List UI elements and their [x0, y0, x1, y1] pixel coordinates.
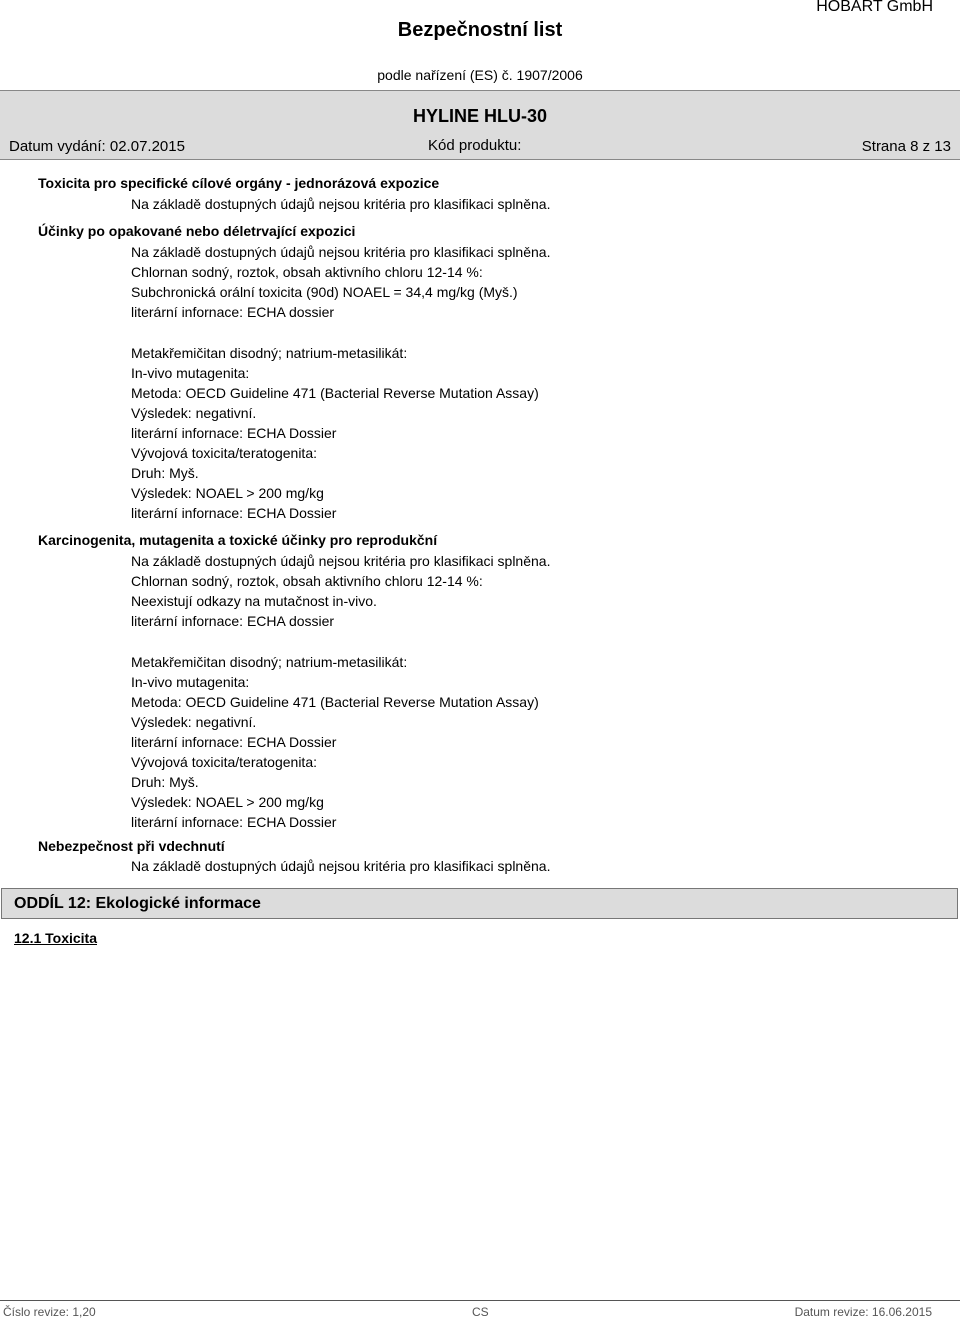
aspiration-text: Na základě dostupných údajů nejsou kritéria pro klasifikaci splněna. — [131, 858, 551, 874]
product-name: HYLINE HLU-30 — [412, 106, 547, 126]
company-name: HOBART GmbH — [816, 0, 933, 15]
cmr-detail: literární infornace: ECHA Dossier — [131, 734, 337, 750]
stot-repeated-detail: literární infornace: ECHA Dossier — [131, 425, 337, 441]
cmr-detail: Výsledek: negativní. — [131, 714, 257, 730]
product-code-label: Kód produktu: — [428, 137, 522, 154]
cmr-line: Chlornan sodný, roztok, obsah aktivního chloru 12-14 %: — [131, 573, 483, 589]
footer-rule — [0, 1300, 960, 1301]
aspiration-heading: Nebezpečnost při vdechnutí — [38, 838, 225, 854]
cmr-heading: Karcinogenita, mutagenita a toxické účinky pro reprodukční — [38, 532, 438, 548]
cmr-detail: Druh: Myš. — [131, 774, 199, 790]
stot-repeated-heading: Účinky po opakované nebo déletrvající expozici — [38, 223, 356, 239]
cmr-detail: Metakřemičitan disodný; natrium-metasilikát: — [131, 654, 408, 670]
cmr-detail: Vývojová toxicita/teratogenita: — [131, 754, 317, 770]
cmr-detail: Metoda: OECD Guideline 471 (Bacterial Reverse Mutation Assay) — [131, 694, 539, 710]
regulation-reference: podle nařízení (ES) č. 1907/2006 — [377, 67, 583, 83]
subsection-title: 12.1 Toxicita — [14, 930, 98, 946]
cmr-line: Neexistují odkazy na mutačnost in-vivo. — [131, 593, 377, 609]
stot-repeated-detail: Metoda: OECD Guideline 471 (Bacterial Reverse Mutation Assay) — [131, 385, 539, 401]
revision-number: Číslo revize: 1,20 — [3, 1305, 96, 1319]
cmr-detail: Výsledek: NOAEL > 200 mg/kg — [131, 794, 324, 810]
document-title: Bezpečnostní list — [397, 19, 563, 41]
cmr-detail: literární infornace: ECHA Dossier — [131, 814, 337, 830]
cmr-line: Na základě dostupných údajů nejsou kritéria pro klasifikaci splněna. — [131, 553, 551, 569]
stot-single-text: Na základě dostupných údajů nejsou kritéria pro klasifikaci splněna. — [131, 196, 551, 212]
stot-repeated-detail: Druh: Myš. — [131, 465, 199, 481]
stot-repeated-line: Subchronická orální toxicita (90d) NOAEL = 34,4 mg/kg (Myš.) — [131, 284, 518, 300]
revision-date: Datum revize: 16.06.2015 — [794, 1305, 932, 1319]
stot-repeated-line: Na základě dostupných údajů nejsou kritéria pro klasifikaci splněna. — [131, 244, 551, 260]
cmr-line: literární infornace: ECHA dossier — [131, 613, 335, 629]
stot-single-heading: Toxicita pro specifické cílové orgány - jednorázová expozice — [38, 175, 440, 191]
stot-repeated-detail: Vývojová toxicita/teratogenita: — [131, 445, 317, 461]
stot-repeated-line: Chlornan sodný, roztok, obsah aktivního chloru 12-14 %: — [131, 264, 483, 280]
cmr-detail: In-vivo mutagenita: — [131, 674, 250, 690]
stot-repeated-detail: Výsledek: negativní. — [131, 405, 257, 421]
section-title: ODDÍL 12: Ekologické informace — [14, 895, 261, 912]
stot-repeated-detail: Metakřemičitan disodný; natrium-metasilikát: — [131, 345, 408, 361]
issue-date: Datum vydání: 02.07.2015 — [9, 138, 185, 155]
header-bottom-rule — [0, 159, 960, 160]
stot-repeated-detail: In-vivo mutagenita: — [131, 365, 250, 381]
page-number: Strana 8 z 13 — [861, 138, 951, 155]
stot-repeated-line: literární infornace: ECHA dossier — [131, 304, 335, 320]
language-code: CS — [472, 1305, 489, 1319]
stot-repeated-detail: literární infornace: ECHA Dossier — [131, 505, 337, 521]
stot-repeated-detail: Výsledek: NOAEL > 200 mg/kg — [131, 485, 324, 501]
